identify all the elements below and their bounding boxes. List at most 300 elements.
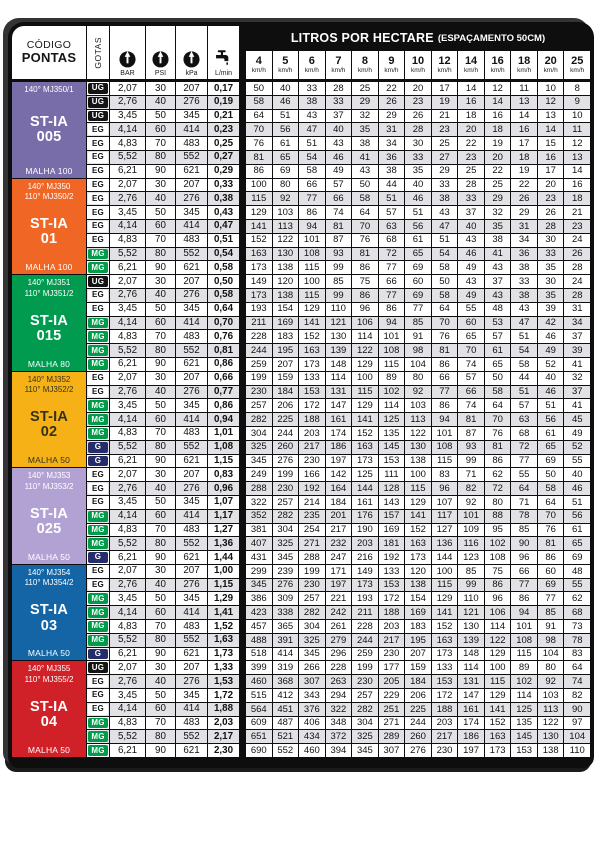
lha-value: 76: [485, 427, 511, 440]
psi-value: 80: [146, 344, 175, 357]
speed-value: 5: [282, 54, 289, 67]
kpa-value: 621: [176, 551, 207, 564]
lha-value: 48: [485, 303, 511, 316]
lha-value: 230: [379, 648, 405, 661]
lha-value: 197: [458, 744, 484, 757]
psi-value: 60: [146, 606, 175, 619]
lha-value: 147: [326, 399, 352, 412]
lha-value: 138: [273, 289, 299, 302]
lha-value: 169: [379, 524, 405, 537]
lmin-value: 0,33: [208, 179, 239, 192]
kpa-value: 207: [176, 661, 207, 674]
lmin-value: 2,30: [208, 744, 239, 757]
lha-value: 63: [511, 413, 537, 426]
lha-value: 174: [326, 427, 352, 440]
lha-value: 82: [458, 482, 484, 495]
lha-value: 36: [379, 151, 405, 164]
column-divider: [240, 330, 245, 343]
bar-value: 5,52: [110, 344, 145, 357]
lha-value: 129: [485, 648, 511, 661]
column-divider: [240, 192, 245, 205]
gotas-badge: EG: [88, 497, 108, 508]
lha-value: 113: [405, 413, 431, 426]
gotas-cell: [87, 744, 109, 757]
lha-value: 309: [273, 592, 299, 605]
gotas-badge: EG: [88, 180, 108, 191]
column-divider: [240, 661, 245, 674]
lha-value: 26: [538, 206, 564, 219]
lha-value: 64: [352, 206, 378, 219]
lha-value: 69: [538, 455, 564, 468]
lha-value: 228: [352, 620, 378, 633]
lha-value: 77: [379, 261, 405, 274]
nozzle-code: ST-IA 03: [29, 602, 69, 634]
lha-value: 299: [246, 565, 272, 578]
lha-value: 19: [485, 137, 511, 150]
bar-value: 4,83: [110, 427, 145, 440]
kpa-value: 207: [176, 372, 207, 385]
lha-value: 276: [405, 744, 431, 757]
table-header: [12, 26, 590, 79]
lha-value: 18: [564, 192, 590, 205]
lha-value: 89: [511, 661, 537, 674]
gotas-cell: [87, 496, 109, 509]
lha-value: 203: [432, 717, 458, 730]
lha-value: 61: [273, 137, 299, 150]
lha-value: 25: [432, 137, 458, 150]
lha-value: 230: [273, 482, 299, 495]
speed-unit: km/h: [464, 66, 479, 74]
lha-value: 345: [352, 744, 378, 757]
psi-value: 40: [146, 675, 175, 688]
gotas-cell: [87, 289, 109, 302]
kpa-value: 276: [176, 675, 207, 688]
lha-value: 86: [432, 399, 458, 412]
lha-value: 138: [273, 261, 299, 274]
lha-value: 115: [432, 579, 458, 592]
lha-value: 40: [273, 82, 299, 95]
psi-value: 80: [146, 248, 175, 261]
lha-value: 121: [326, 317, 352, 330]
lha-value: 423: [246, 606, 272, 619]
lha-value: 145: [511, 730, 537, 743]
lha-value: 46: [273, 96, 299, 109]
lha-value: 120: [405, 565, 431, 578]
lha-value: 207: [405, 648, 431, 661]
kpa-value: 621: [176, 648, 207, 661]
lha-value: 61: [405, 234, 431, 247]
bar-value: 3,45: [110, 689, 145, 702]
lha-value: 58: [432, 289, 458, 302]
kpa-value: 207: [176, 179, 207, 192]
lha-value: 77: [511, 455, 537, 468]
group-label-st-ia-04: [12, 661, 86, 757]
kpa-value: 207: [176, 82, 207, 95]
lmin-value: 0,81: [208, 344, 239, 357]
gotas-cell: [87, 606, 109, 619]
lha-value: 391: [273, 634, 299, 647]
lha-value: 43: [432, 206, 458, 219]
lha-value: 122: [352, 344, 378, 357]
lha-value: 71: [511, 496, 537, 509]
lha-value: 257: [246, 399, 272, 412]
lha-value: 148: [458, 648, 484, 661]
codigo-label: CÓDIGO: [26, 38, 72, 51]
gotas-cell: [87, 248, 109, 261]
gotas-badge: MG: [88, 731, 108, 742]
bar-value: 2,76: [110, 482, 145, 495]
lha-value: 271: [379, 717, 405, 730]
lmin-value: 0,38: [208, 192, 239, 205]
speed-header-7kmh: [326, 51, 352, 79]
lha-value: 29: [379, 110, 405, 123]
gotas-badge: MG: [88, 318, 108, 329]
gotas-cell: [87, 634, 109, 647]
bar-value: 3,45: [110, 303, 145, 316]
lha-value: 22: [458, 137, 484, 150]
speed-unit: km/h: [278, 66, 293, 74]
lha-value: 261: [326, 620, 352, 633]
gotas-cell: [87, 620, 109, 633]
gotas-badge: MG: [88, 525, 108, 536]
kpa-value: 345: [176, 110, 207, 123]
lha-value: 92: [405, 386, 431, 399]
kpa-value: 621: [176, 165, 207, 178]
column-divider: [240, 413, 245, 426]
lha-value: 214: [299, 496, 325, 509]
lha-value: 564: [246, 703, 272, 716]
lha-value: 90: [564, 703, 590, 716]
bar-value: 3,45: [110, 110, 145, 123]
lha-value: 152: [299, 330, 325, 343]
bar-value: 4,83: [110, 330, 145, 343]
lha-value: 91: [405, 330, 431, 343]
bar-value: 6,21: [110, 261, 145, 274]
lha-value: 352: [246, 510, 272, 523]
lha-value: 15: [538, 137, 564, 150]
lha-value: 153: [432, 675, 458, 688]
lha-value: 58: [485, 386, 511, 399]
column-divider: [240, 372, 245, 385]
gauge-icon: [110, 26, 145, 79]
lha-value: 195: [273, 344, 299, 357]
column-divider: [240, 123, 245, 136]
lmin-value: 2,17: [208, 730, 239, 743]
lha-value: 115: [352, 386, 378, 399]
gotas-header: [87, 26, 109, 79]
lha-value: 77: [511, 579, 537, 592]
lha-value: 184: [273, 386, 299, 399]
lha-value: 103: [273, 206, 299, 219]
gotas-badge: G: [88, 649, 108, 660]
lmin-value: 0,83: [208, 468, 239, 481]
lha-value: 20: [405, 82, 431, 95]
lha-value: 33: [405, 151, 431, 164]
lha-value: 86: [432, 358, 458, 371]
gotas-badge: EG: [88, 676, 108, 687]
lha-value: 123: [458, 551, 484, 564]
bar-value: 3,45: [110, 206, 145, 219]
lha-value: 43: [511, 303, 537, 316]
lha-value: 690: [246, 744, 272, 757]
lha-value: 23: [564, 220, 590, 233]
bar-value: 2,07: [110, 372, 145, 385]
column-divider: [240, 206, 245, 219]
lha-value: 239: [273, 565, 299, 578]
bar-value: 4,83: [110, 717, 145, 730]
group-label-st-ia-015: [12, 275, 86, 371]
gotas-cell: [87, 427, 109, 440]
lha-value: 100: [432, 565, 458, 578]
lha-value: 232: [326, 537, 352, 550]
bar-value: 6,21: [110, 455, 145, 468]
lha-value: 205: [379, 675, 405, 688]
lha-value: 199: [273, 468, 299, 481]
lmin-value: 1,36: [208, 537, 239, 550]
lha-value: 58: [511, 358, 537, 371]
lha-value: 51: [273, 110, 299, 123]
psi-value: 50: [146, 303, 175, 316]
lha-value: 86: [352, 261, 378, 274]
lha-value: 34: [379, 137, 405, 150]
bar-value: 6,21: [110, 648, 145, 661]
gotas-badge: MG: [88, 511, 108, 522]
bar-value: 4,83: [110, 524, 145, 537]
lha-value: 35: [352, 123, 378, 136]
lha-value: 172: [299, 399, 325, 412]
gotas-cell: [87, 317, 109, 330]
lha-value: 19: [432, 96, 458, 109]
lha-value: 64: [511, 482, 537, 495]
lha-value: 130: [273, 248, 299, 261]
lha-value: 125: [511, 703, 537, 716]
table-body: [12, 82, 590, 757]
malha-label: MALHA 50: [27, 551, 71, 562]
lha-value: 282: [273, 510, 299, 523]
lha-value: 40: [405, 179, 431, 192]
bar-value: 5,52: [110, 730, 145, 743]
lmin-value: 0,29: [208, 165, 239, 178]
lha-value: 108: [485, 551, 511, 564]
column-divider: [240, 468, 245, 481]
gotas-cell: [87, 261, 109, 274]
nozzle-code: ST-IA 04: [29, 698, 69, 731]
lha-value: 50: [538, 468, 564, 481]
lha-value: 82: [564, 689, 590, 702]
psi-value: 70: [146, 524, 175, 537]
lha-value: 307: [299, 675, 325, 688]
kpa-value: 552: [176, 344, 207, 357]
lha-value: 62: [485, 468, 511, 481]
lha-value: 108: [511, 634, 537, 647]
lha-value: 43: [485, 289, 511, 302]
lha-value: 282: [299, 606, 325, 619]
psi-value: 50: [146, 592, 175, 605]
lha-value: 69: [273, 165, 299, 178]
lha-value: 381: [246, 524, 272, 537]
lha-value: 216: [352, 551, 378, 564]
lha-value: 66: [326, 192, 352, 205]
malha-label: MALHA 50: [27, 648, 71, 659]
lha-value: 17: [538, 165, 564, 178]
gotas-badge: UG: [88, 276, 108, 287]
lha-value: 31: [511, 220, 537, 233]
lha-value: 78: [564, 634, 590, 647]
lha-value: 186: [326, 441, 352, 454]
lha-value: 17: [432, 82, 458, 95]
speed-header-5kmh: [273, 51, 299, 79]
codigo-pontas-header: [12, 26, 86, 79]
lha-value: 70: [352, 220, 378, 233]
lha-value: 29: [352, 96, 378, 109]
lha-value: 152: [432, 620, 458, 633]
lha-value: 221: [326, 592, 352, 605]
psi-value: 30: [146, 275, 175, 288]
lha-value: 65: [564, 537, 590, 550]
bar-value: 5,52: [110, 537, 145, 550]
bar-value: 6,21: [110, 358, 145, 371]
gotas-badge: EG: [88, 304, 108, 315]
lha-value: 153: [299, 386, 325, 399]
lha-value: 99: [326, 289, 352, 302]
lha-value: 164: [326, 482, 352, 495]
gotas-cell: [87, 399, 109, 412]
lha-value: 190: [352, 524, 378, 537]
lha-value: 51: [299, 137, 325, 150]
psi-value: 60: [146, 123, 175, 136]
lha-value: 130: [538, 730, 564, 743]
speed-unit: km/h: [384, 66, 399, 74]
lmin-value: 0,50: [208, 275, 239, 288]
lha-value: 32: [564, 372, 590, 385]
lha-value: 29: [485, 192, 511, 205]
lha-value: 192: [299, 482, 325, 495]
gotas-cell: [87, 192, 109, 205]
gotas-cell: [87, 675, 109, 688]
gotas-cell: [87, 455, 109, 468]
lha-value: 108: [379, 344, 405, 357]
lha-value: 211: [246, 317, 272, 330]
lha-value: 32: [352, 110, 378, 123]
lha-value: 87: [326, 234, 352, 247]
gotas-cell: [87, 661, 109, 674]
psi-value: 30: [146, 179, 175, 192]
lha-value: 35: [485, 220, 511, 233]
kpa-value: 483: [176, 234, 207, 247]
group-label-st-ia-025: [12, 468, 86, 564]
lha-value: 263: [326, 675, 352, 688]
lha-value: 152: [352, 427, 378, 440]
column-divider: [240, 592, 245, 605]
lha-value: 129: [352, 358, 378, 371]
lha-value: 75: [352, 275, 378, 288]
lha-value: 94: [379, 317, 405, 330]
psi-value: 80: [146, 634, 175, 647]
kpa-value: 276: [176, 289, 207, 302]
lha-value: 104: [405, 358, 431, 371]
kpa-value: 345: [176, 206, 207, 219]
column-divider: [240, 717, 245, 730]
lha-value: 163: [352, 441, 378, 454]
lha-value: 157: [379, 510, 405, 523]
gotas-cell: [87, 275, 109, 288]
lha-value: 52: [564, 441, 590, 454]
lha-value: 247: [326, 551, 352, 564]
lha-value: 153: [379, 579, 405, 592]
lha-value: 174: [458, 717, 484, 730]
lha-value: 51: [405, 206, 431, 219]
lha-value: 43: [485, 261, 511, 274]
lha-value: 101: [458, 510, 484, 523]
lha-value: 23: [405, 96, 431, 109]
lha-value: 188: [299, 413, 325, 426]
lha-value: 153: [379, 455, 405, 468]
lha-value: 43: [326, 137, 352, 150]
lha-value: 109: [458, 524, 484, 537]
lha-value: 70: [246, 123, 272, 136]
lmin-value: 0,19: [208, 96, 239, 109]
lha-value: 372: [326, 730, 352, 743]
lha-value: 61: [485, 344, 511, 357]
lha-value: 345: [246, 455, 272, 468]
lha-value: 86: [538, 551, 564, 564]
bar-value: 2,07: [110, 468, 145, 481]
column-divider: [240, 220, 245, 233]
lha-value: 304: [352, 717, 378, 730]
bar-value: 2,76: [110, 579, 145, 592]
lha-value: 133: [299, 372, 325, 385]
pressure-unit-label: BAR: [120, 70, 135, 77]
bar-value: 4,14: [110, 123, 145, 136]
gotas-badge: UG: [88, 662, 108, 673]
lmin-value: 1,08: [208, 441, 239, 454]
lha-value: 161: [458, 703, 484, 716]
lha-value: 148: [326, 358, 352, 371]
lha-value: 100: [246, 179, 272, 192]
lha-value: 106: [485, 606, 511, 619]
lha-value: 304: [246, 427, 272, 440]
lha-value: 43: [299, 110, 325, 123]
column-divider: [240, 317, 245, 330]
column-divider: [240, 303, 245, 316]
lha-value: 38: [511, 289, 537, 302]
lha-value: 412: [273, 689, 299, 702]
lha-value: 106: [352, 317, 378, 330]
lha-value: 38: [511, 261, 537, 274]
gotas-badge: MG: [88, 331, 108, 342]
lmin-value: 1,01: [208, 427, 239, 440]
lha-value: 122: [485, 634, 511, 647]
lha-value: 129: [246, 206, 272, 219]
lha-value: 40: [458, 220, 484, 233]
lha-value: 46: [326, 151, 352, 164]
gotas-cell: [87, 137, 109, 150]
lha-value: 33: [511, 275, 537, 288]
lha-value: 131: [458, 675, 484, 688]
lha-value: 76: [432, 330, 458, 343]
lha-value: 181: [379, 537, 405, 550]
lha-value: 37: [564, 386, 590, 399]
gotas-cell: [87, 330, 109, 343]
lmin-value: 2,03: [208, 717, 239, 730]
lha-value: 201: [326, 510, 352, 523]
lmin-value: 0,66: [208, 372, 239, 385]
lha-value: 135: [511, 717, 537, 730]
lha-value: 207: [273, 358, 299, 371]
title-text: LITROS POR HECTARE: [290, 31, 434, 45]
lha-value: 57: [326, 179, 352, 192]
lha-value: 183: [405, 620, 431, 633]
